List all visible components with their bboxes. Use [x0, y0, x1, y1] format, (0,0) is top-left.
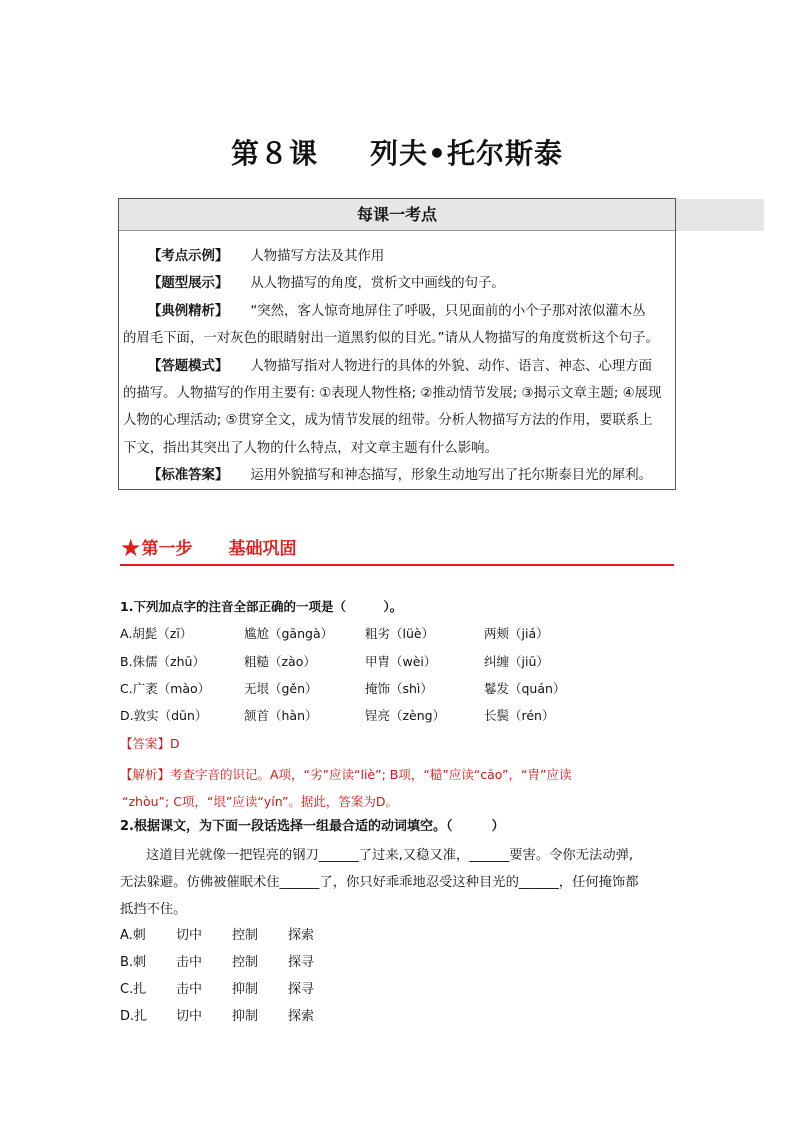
step-label: 第一步	[141, 539, 193, 559]
section-heading	[120, 534, 674, 566]
question-2-stem: 2.根据课文，为下面一段话选择一组最合适的动词填空。（ ）	[120, 819, 505, 834]
kp-line: 【标准答案】 运用外貌描写和神态描写，形象生动地写出了托尔斯泰目光的犀利。	[148, 468, 653, 484]
question-1-stem: 1.下列加点字的注音全部正确的一项是（ ）。	[120, 599, 403, 614]
q1-answer: 【答案】D	[120, 736, 180, 751]
kp-line: 【题型展示】 从人物描写的角度，赏析文中画线的句子。	[148, 276, 505, 292]
header-band-extension	[676, 199, 764, 231]
q2-passage: 这道目光就像一把锃亮的钢刀______了过来,又稳又准，______要害。令你无法动弹, 无法躲避。仿佛被催眠术住______了，你只好乖乖地忍受这种目光的______，任何掩饰都 抵挡不住。	[120, 848, 639, 917]
lesson-number: 第８课	[231, 137, 319, 170]
kp-line: 下文，指出其突出了人物的什么特点，对文章主题有什么影响。	[123, 440, 498, 456]
q1-analysis: 【解析】考查字音的识记。A项，“劣”应读“liè”; B项，“糙”应读“cāo”，“胄”应读 “zhòu”; C项，“垠”应读“yín”。据此，答案为D。	[120, 767, 572, 809]
key-point-header: 每课一考点	[119, 199, 675, 231]
kp-line: 人物的心理活动; ⑤贯穿全文，成为情节发展的纽带。分析人物描写方法的作用，要联系上	[123, 413, 653, 429]
lesson-name: 列夫•托尔斯泰	[370, 137, 563, 170]
kp-line: 【考点示例】 人物描写方法及其作用	[148, 249, 385, 264]
kp-line: 【典例精析】 “突然，客人惊奇地屏住了呼吸，只见面前的小个子那对浓似灌木丛	[148, 303, 646, 319]
star-icon: ★	[120, 534, 142, 562]
key-point-body	[123, 243, 671, 490]
page-title	[0, 132, 794, 172]
kp-line: 【答题模式】 人物描写指对人物进行的具体的外貌、动作、语言、神态、心理方面	[148, 358, 653, 374]
step-title: 基础巩固	[228, 539, 297, 559]
kp-line: 的眉毛下面，一对灰色的眼睛射出一道黑豹似的目光。”请从人物描写的角度赏析这个句子。	[123, 331, 659, 347]
kp-line: 的描写。人物描写的作用主要有: ①表现人物性格; ②推动情节发展; ③揭示文章主题; ④展现	[123, 386, 662, 402]
key-point-box	[118, 198, 676, 490]
